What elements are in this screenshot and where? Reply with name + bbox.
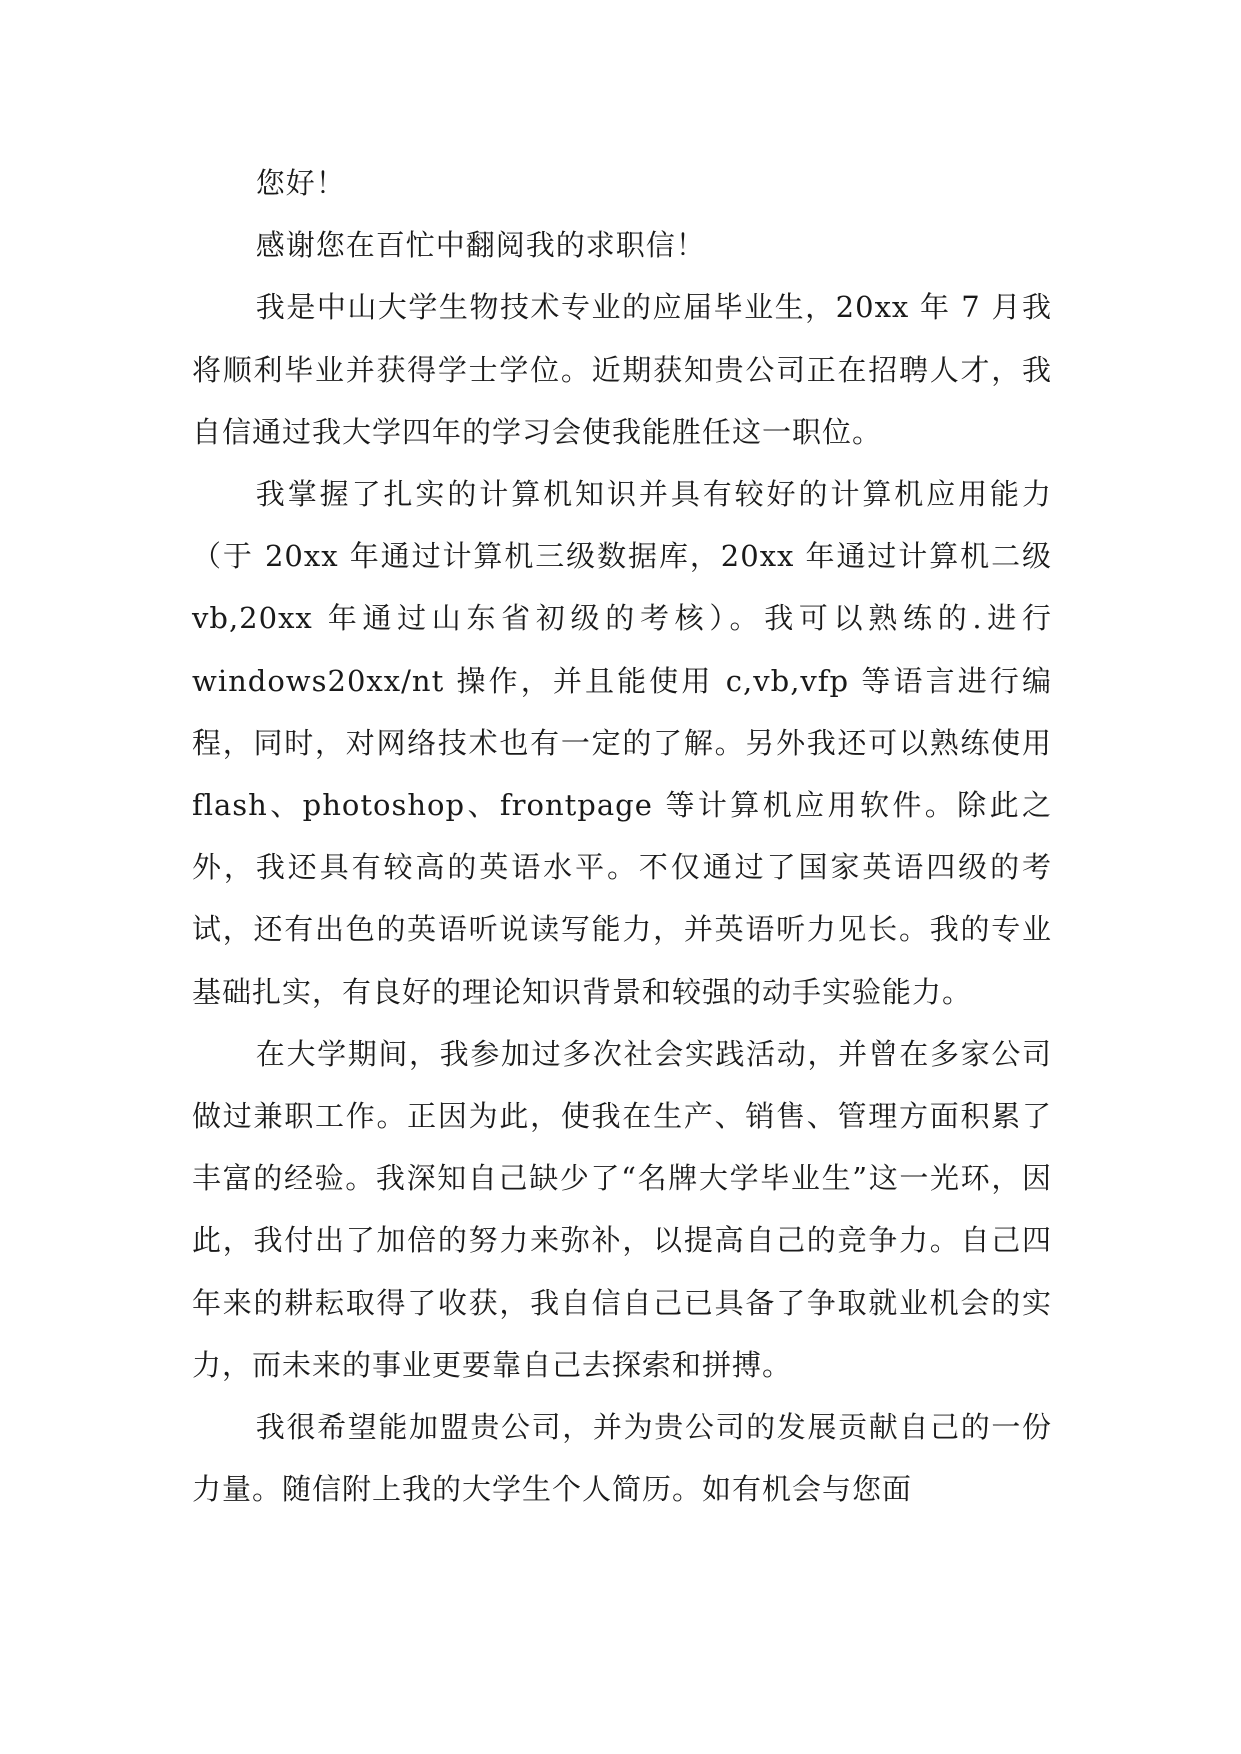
- paragraph-experience: 在大学期间，我参加过多次社会实践活动，并曾在多家公司做过兼职工作。正因为此，使我在生产、销售、管理方面积累了丰富的经验。我深知自己缺少了“名牌大学毕业生”这一光环，因此，我付出了加倍的努力来弥补，以提高自己的竞争力。自己四年来的耕耘取得了收获，我自信自己已具备了争取就业机会的实力，而未来的事业更要靠自己去探索和拼搏。: [192, 1036, 1052, 1382]
- paragraph-intro: 我是中山大学生物技术专业的应届毕业生，20xx 年 7 月我将顺利毕业并获得学士学位。近期获知贵公司正在招聘人才，我自信通过我大学四年的学习会使我能胜任这一职位。: [192, 290, 1052, 449]
- paragraph-skills: 我掌握了扎实的计算机知识并具有较好的计算机应用能力（于 20xx 年通过计算机三级数据库，20xx 年通过计算机二级 vb,20xx 年通过山东省初级的考核）。我可以熟练的.进行 windows20xx/nt 操作，并且能使用 c,vb,vfp 等语言进行编程，同时，对网络技术也有一定的了解。另外我还可以熟练使用 flash、photoshop、frontpage 等计算机应用软件。除此之外，我还具有较高的英语水平。不仅通过了国家英语四级的考试，还有出色的英语听说读写能力，并英语听力见长。我的专业基础扎实，有良好的理论知识背景和较强的动手实验能力。: [192, 477, 1052, 1009]
- thanks-line: 感谢您在百忙中翻阅我的求职信！: [255, 228, 706, 263]
- paragraph-closing: 我很希望能加盟贵公司，并为贵公司的发展贡献自己的一份力量。随信附上我的大学生个人简历。如有机会与您面: [192, 1410, 1052, 1507]
- cover-letter-body: [192, 152, 1052, 1520]
- greeting-line: 您好！: [255, 166, 346, 200]
